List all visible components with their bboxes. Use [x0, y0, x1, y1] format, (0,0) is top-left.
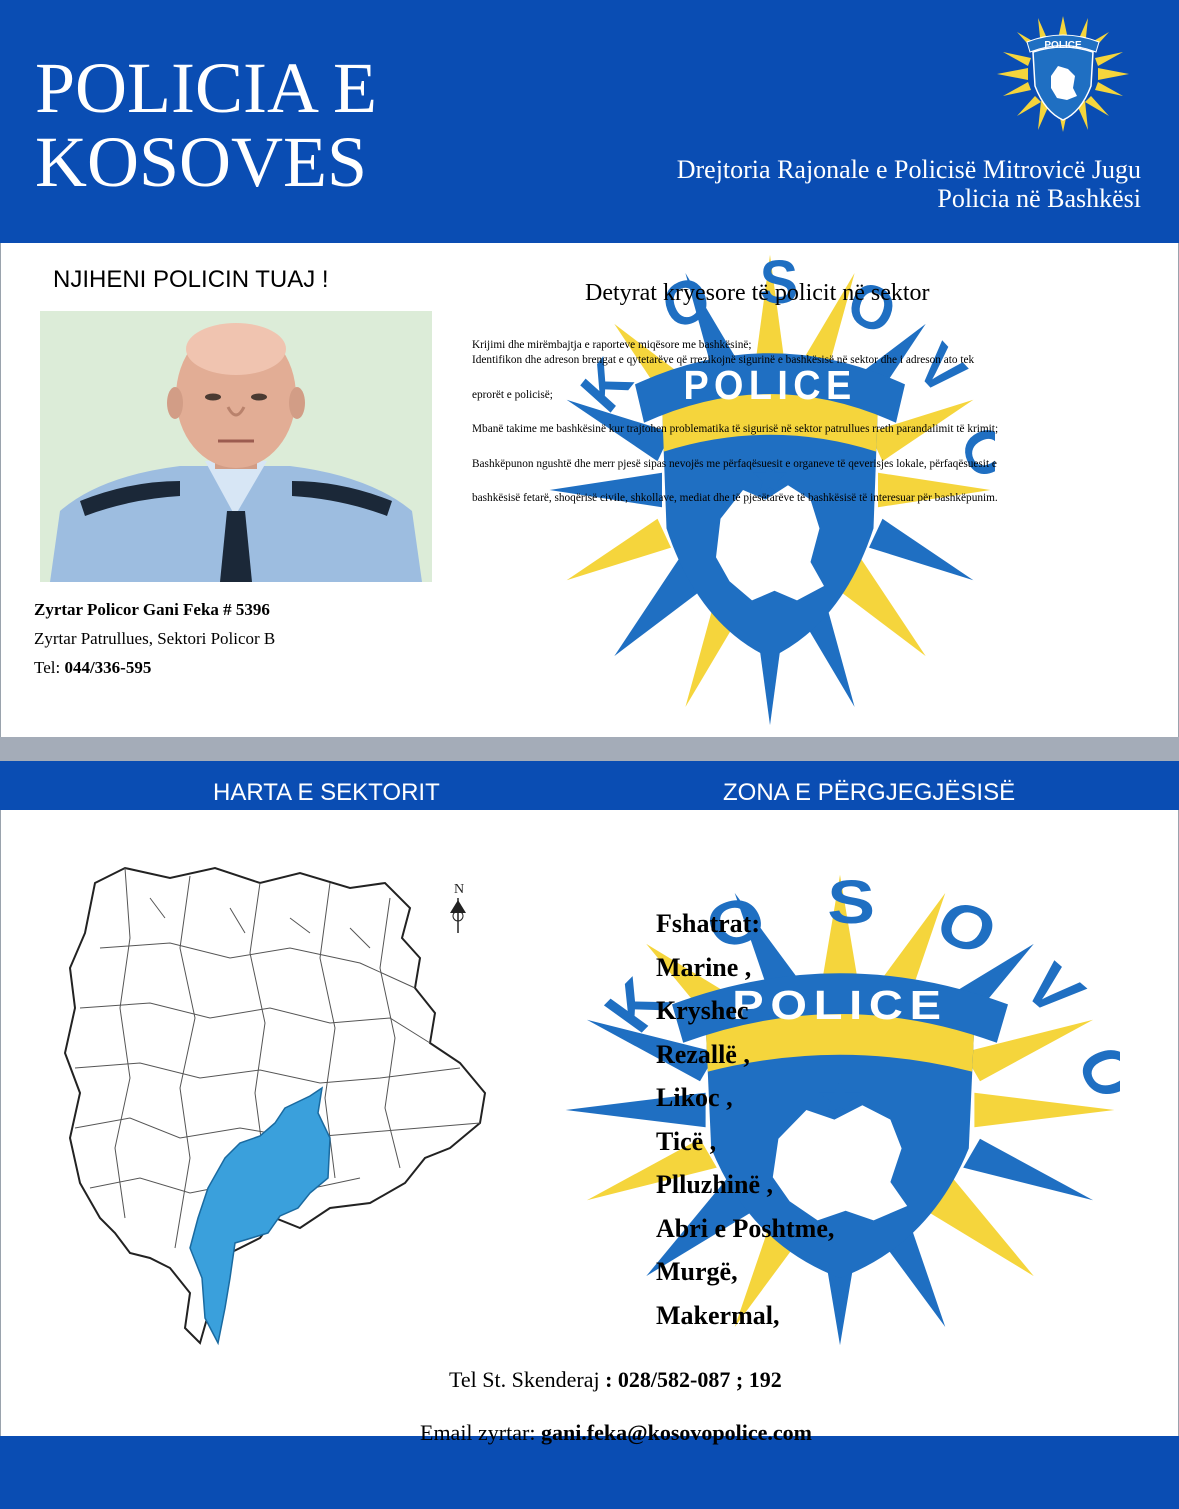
- duty-line: Bashkëpunon ngushtë dhe merr pjesë sipas nevojës me përfaqësuesit e organeve të qeverisjes lokale, përfaqësuesit e: [472, 457, 997, 470]
- officer-name: Zyrtar Policor Gani Feka # 5396: [34, 600, 270, 619]
- badge-text: POLICE: [1044, 40, 1082, 51]
- officer-photo: [40, 311, 432, 582]
- email-label: Email zyrtar:: [420, 1420, 541, 1445]
- village-item: Murgë,: [656, 1257, 738, 1286]
- page-title-line2: KOSOVES: [35, 122, 368, 202]
- officer-section-heading: NJIHENI POLICIN TUAJ !: [53, 266, 329, 293]
- footer-bar: [0, 1436, 1179, 1509]
- village-item: Makermal,: [656, 1300, 780, 1330]
- village-item: Likoc ,: [656, 1083, 733, 1112]
- compass-icon: [450, 898, 466, 933]
- village-item: Plluzhinë ,: [656, 1170, 774, 1199]
- north-label: N: [454, 882, 465, 897]
- station-phone-value: : 028/582-087 ; 192: [605, 1367, 782, 1392]
- responsibility-zone-heading: ZONA E PËRGJEGJËSISË: [723, 779, 1016, 806]
- officer-phone-label: Tel:: [34, 658, 65, 677]
- sector-map-heading: HARTA E SEKTORIT: [213, 779, 440, 806]
- officer-phone-value: 044/336-595: [64, 658, 152, 677]
- villages-label: Fshatrat:: [656, 909, 760, 938]
- officer-phone: [34, 658, 151, 678]
- department-line2: Policia në Bashkësi: [937, 184, 1141, 213]
- duty-line: eprorët e policisë;: [472, 388, 553, 401]
- station-phone-label: Tel St. Skenderaj: [449, 1367, 606, 1392]
- email-value: gani.feka@kosovopolice.com: [540, 1420, 812, 1445]
- department-name: [677, 155, 1141, 213]
- department-line1: Drejtoria Rajonale e Policisë Mitrovicë Jugu: [676, 155, 1141, 184]
- officer-role: Zyrtar Patrullues, Sektori Policor B: [34, 629, 276, 648]
- village-item: Rezallë ,: [656, 1039, 750, 1069]
- duty-line: Krijimi dhe mirëmbajtja e raporteve miqësore me bashkësinë;: [472, 339, 752, 351]
- villages-list: [656, 902, 834, 1337]
- village-item: Abri e Poshtme,: [656, 1213, 835, 1243]
- duty-line: Identifikon dhe adreson brengat e qytetarëve që rrezikojnë sigurinë e bashkësisë në sektor dhe i adreson ato tek: [472, 354, 975, 366]
- duty-line: bashkësisë fetarë, shoqërisë civile, shkollave, mediat dhe të pjesëtarëve të bashkësisë të interesuar për bashkëpunim.: [472, 492, 998, 505]
- village-item: Marine ,: [656, 952, 752, 982]
- official-email: [420, 1420, 812, 1446]
- kosovo-police-emblem: [560, 870, 1120, 1350]
- village-item: Kryshec: [656, 996, 749, 1025]
- page-title-line1: POLICIA E: [35, 48, 377, 128]
- duties-heading: Detyrat kryesore të policit në sektor: [585, 280, 930, 306]
- section-separator: [0, 737, 1179, 761]
- duty-line: Mbanë takime me bashkësinë kur trajtohen problematika të sigurisë në sektor patrullues rreth parandalimit të krimit;: [472, 423, 999, 436]
- sector-map: [30, 838, 530, 1358]
- station-phone: [449, 1367, 782, 1393]
- police-badge-logo: [997, 14, 1130, 132]
- duties-list: [472, 340, 1162, 528]
- village-item: Ticë ,: [656, 1126, 717, 1156]
